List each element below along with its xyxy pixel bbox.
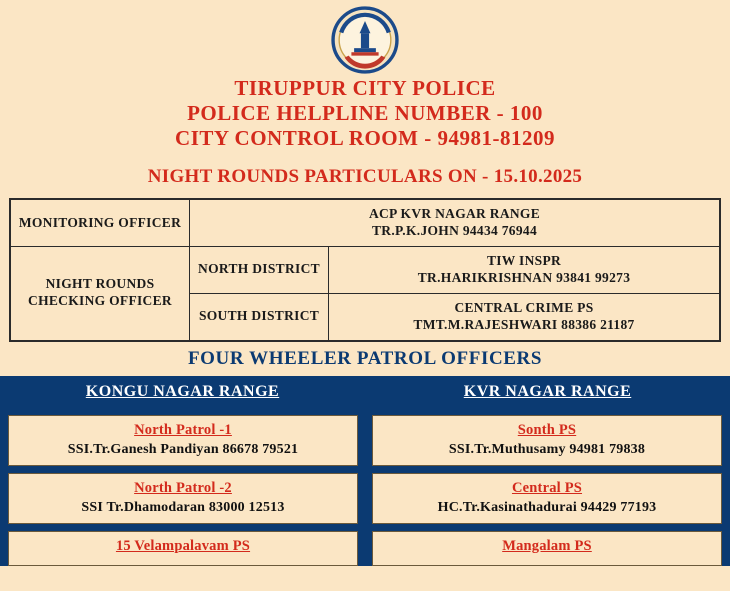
patrol-card-sonth-ps xyxy=(372,415,722,466)
title-line-1: TIRUPPUR CITY POLICE xyxy=(234,76,496,100)
patrol-row xyxy=(8,473,722,524)
patrol-card-central-ps xyxy=(372,473,722,524)
officers-table xyxy=(9,198,721,341)
south-district-label: SOUTH DISTRICT xyxy=(190,293,329,340)
patrol-card-title: North Patrol -2 xyxy=(134,479,232,496)
monitoring-officer-label xyxy=(10,199,190,246)
patrol-row xyxy=(8,531,722,566)
monitoring-officer-value-line1: ACP KVR NAGAR RANGE xyxy=(368,206,541,222)
checking-officer-label xyxy=(10,247,190,341)
column-heading-kongu-nagar-range: KONGU NAGAR RANGE xyxy=(85,382,280,400)
patrol-card-mangalam-ps xyxy=(372,531,722,566)
patrol-column-headings xyxy=(0,376,730,409)
patrol-card-title: North Patrol -1 xyxy=(134,421,232,438)
monitoring-officer-label-line1: MONITORING OFFICER xyxy=(18,214,182,230)
patrol-card-officer: HC.Tr.Kasinathadurai 94429 77193 xyxy=(437,499,657,515)
patrol-row xyxy=(8,415,722,466)
patrol-card-title: Mangalam PS xyxy=(502,537,592,554)
checking-officer-label-text: NIGHT ROUNDS CHECKING OFFICER xyxy=(28,276,172,309)
patrol-card-title: Central PS xyxy=(511,479,583,496)
patrol-card-officer: SSI.Tr.Muthusamy 94981 79838 xyxy=(448,441,646,457)
north-district-value-line1: TIW INSPR xyxy=(486,253,562,269)
north-district-label: NORTH DISTRICT xyxy=(190,247,329,294)
column-heading-kvr-nagar-range: KVR NAGAR RANGE xyxy=(463,382,632,400)
patrol-card-officer: SSI.Tr.Ganesh Pandiyan 86678 79521 xyxy=(67,441,299,457)
table-row xyxy=(10,199,720,246)
south-district-value xyxy=(329,293,721,340)
patrol-section-title: FOUR WHEELER PATROL OFFICERS xyxy=(0,342,730,376)
logo-container xyxy=(0,0,730,76)
patrol-card-north-patrol-2 xyxy=(8,473,358,524)
north-district-value-line2: TR.HARIKRISHNAN 93841 99273 xyxy=(417,269,631,285)
patrol-card-velampalayam-ps xyxy=(8,531,358,566)
monitoring-officer-value-line2: TR.P.K.JOHN 94434 76944 xyxy=(371,223,538,239)
patrol-card-north-patrol-1 xyxy=(8,415,358,466)
patrol-card-officer: SSI Tr.Dhamodaran 83000 12513 xyxy=(81,499,285,515)
page-title xyxy=(0,76,730,150)
title-line-2: POLICE HELPLINE NUMBER - 100 xyxy=(187,100,543,125)
table-row xyxy=(10,247,720,294)
title-line-3: CITY CONTROL ROOM - 94981-81209 xyxy=(175,125,555,150)
tamilnadu-police-emblem-icon xyxy=(331,6,399,74)
patrol-card-title: Sonth PS xyxy=(517,421,577,438)
north-district-value xyxy=(329,247,721,294)
south-district-value-line2: TMT.M.RAJESHWARI 88386 21187 xyxy=(413,316,635,332)
patrol-grid xyxy=(0,409,730,566)
monitoring-officer-value xyxy=(190,199,721,246)
patrol-card-title: 15 Velampalavam PS xyxy=(115,537,251,554)
south-district-value-line1: CENTRAL CRIME PS xyxy=(454,299,594,315)
night-rounds-subtitle: NIGHT ROUNDS PARTICULARS ON - 15.10.2025 xyxy=(147,166,583,188)
